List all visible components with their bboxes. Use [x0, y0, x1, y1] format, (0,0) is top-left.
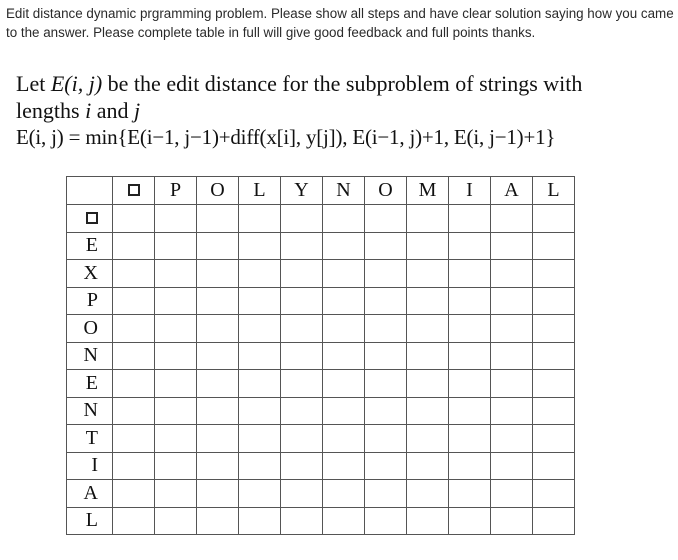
- table-cell[interactable]: [323, 205, 365, 233]
- empty-string-icon: [86, 212, 98, 224]
- column-header: M: [407, 177, 449, 205]
- table-cell[interactable]: [197, 232, 239, 260]
- table-cell[interactable]: [281, 370, 323, 398]
- table-cell[interactable]: [365, 480, 407, 508]
- table-cell[interactable]: [407, 205, 449, 233]
- table-cell[interactable]: [323, 507, 365, 535]
- table-cell[interactable]: [365, 260, 407, 288]
- table-cell[interactable]: [533, 370, 575, 398]
- and-word: and: [96, 98, 129, 123]
- table-cell[interactable]: [365, 315, 407, 343]
- table-cell[interactable]: [533, 452, 575, 480]
- edit-distance-symbol: E: [50, 71, 65, 96]
- table-cell[interactable]: [239, 507, 281, 535]
- table-cell[interactable]: [365, 287, 407, 315]
- table-cell[interactable]: [491, 397, 533, 425]
- table-cell[interactable]: [491, 205, 533, 233]
- table-cell[interactable]: [113, 315, 155, 343]
- table-cell[interactable]: [239, 260, 281, 288]
- table-cell[interactable]: [407, 232, 449, 260]
- table-header-row: [67, 177, 575, 205]
- table-cell[interactable]: [281, 480, 323, 508]
- empty-string-icon: [128, 184, 140, 196]
- recurrence-definition: [16, 70, 676, 151]
- table-cell[interactable]: [449, 480, 491, 508]
- table-cell[interactable]: [155, 397, 197, 425]
- table-cell[interactable]: [533, 480, 575, 508]
- table-cell[interactable]: [491, 425, 533, 453]
- table-cell[interactable]: [365, 232, 407, 260]
- definition-line-2: [16, 97, 676, 124]
- table-cell[interactable]: [113, 480, 155, 508]
- table-cell[interactable]: [239, 232, 281, 260]
- table-row: [67, 287, 575, 315]
- row-header: E: [67, 370, 113, 398]
- table-cell[interactable]: [491, 260, 533, 288]
- table-cell[interactable]: [449, 260, 491, 288]
- table-cell[interactable]: [155, 342, 197, 370]
- table-cell[interactable]: [407, 287, 449, 315]
- table-cell[interactable]: [491, 232, 533, 260]
- table-cell[interactable]: [113, 370, 155, 398]
- table-row: [67, 452, 575, 480]
- table-cell[interactable]: [239, 370, 281, 398]
- edit-distance-args: (i, j): [64, 71, 103, 96]
- table-cell[interactable]: [323, 260, 365, 288]
- table-cell[interactable]: [239, 397, 281, 425]
- table-cell[interactable]: [407, 342, 449, 370]
- table-cell[interactable]: [197, 260, 239, 288]
- definition-line-1: [16, 70, 676, 97]
- table-cell[interactable]: [155, 480, 197, 508]
- column-header: [113, 177, 155, 205]
- row-header: O: [67, 315, 113, 343]
- table-cell[interactable]: [365, 397, 407, 425]
- table-cell[interactable]: [533, 425, 575, 453]
- table-cell[interactable]: [113, 232, 155, 260]
- table-cell[interactable]: [155, 205, 197, 233]
- table-cell[interactable]: [365, 507, 407, 535]
- table-cell[interactable]: [407, 425, 449, 453]
- table-cell[interactable]: [407, 260, 449, 288]
- table-cell[interactable]: [491, 342, 533, 370]
- table-cell[interactable]: [491, 287, 533, 315]
- table-cell[interactable]: [533, 342, 575, 370]
- table-cell[interactable]: [281, 260, 323, 288]
- table-row: [67, 507, 575, 535]
- table-cell[interactable]: [281, 287, 323, 315]
- table-cell[interactable]: [407, 452, 449, 480]
- table-cell[interactable]: [449, 507, 491, 535]
- row-header: E: [67, 232, 113, 260]
- table-cell[interactable]: [407, 315, 449, 343]
- table-cell[interactable]: [113, 260, 155, 288]
- table-cell[interactable]: [113, 452, 155, 480]
- table-row: [67, 232, 575, 260]
- table-cell[interactable]: [197, 425, 239, 453]
- table-cell[interactable]: [239, 452, 281, 480]
- table-cell[interactable]: [281, 452, 323, 480]
- table-cell[interactable]: [239, 342, 281, 370]
- column-header: Y: [281, 177, 323, 205]
- question-text: Edit distance dynamic prgramming problem. Please show all steps and have clear solution saying how you came to the answer. Please complete table in full will give good feedback and full points thanks.: [6, 6, 674, 40]
- row-header: P: [67, 287, 113, 315]
- table-cell[interactable]: [155, 425, 197, 453]
- row-header: I: [67, 452, 113, 480]
- table-cell[interactable]: [365, 370, 407, 398]
- table-cell[interactable]: [407, 370, 449, 398]
- table-cell[interactable]: [155, 287, 197, 315]
- table-cell[interactable]: [491, 315, 533, 343]
- table-cell[interactable]: [533, 232, 575, 260]
- table-row: [67, 370, 575, 398]
- table-cell[interactable]: [533, 507, 575, 535]
- column-header: P: [155, 177, 197, 205]
- table-cell[interactable]: [323, 232, 365, 260]
- table-cell[interactable]: [449, 342, 491, 370]
- table-cell[interactable]: [491, 507, 533, 535]
- column-header: N: [323, 177, 365, 205]
- definition-text: be the edit distance for the subproblem of strings with: [107, 71, 583, 96]
- table-cell[interactable]: [197, 452, 239, 480]
- table-row: [67, 342, 575, 370]
- table-cell[interactable]: [323, 315, 365, 343]
- table-cell[interactable]: [533, 315, 575, 343]
- table-cell[interactable]: [113, 342, 155, 370]
- table-cell[interactable]: [365, 425, 407, 453]
- edit-distance-table: [66, 176, 575, 535]
- table-row: [67, 397, 575, 425]
- table-cell[interactable]: [323, 370, 365, 398]
- table-cell[interactable]: [323, 425, 365, 453]
- table-cell[interactable]: [407, 507, 449, 535]
- column-header: L: [239, 177, 281, 205]
- table-cell[interactable]: [323, 480, 365, 508]
- table-row: [67, 425, 575, 453]
- table-cell[interactable]: [449, 425, 491, 453]
- table-cell[interactable]: [533, 397, 575, 425]
- table-cell[interactable]: [113, 205, 155, 233]
- row-header: [67, 205, 113, 233]
- table-cell[interactable]: [449, 452, 491, 480]
- table-cell[interactable]: [533, 287, 575, 315]
- table-cell[interactable]: [533, 260, 575, 288]
- table-cell[interactable]: [113, 507, 155, 535]
- var-j: j: [133, 98, 141, 123]
- table-cell[interactable]: [239, 315, 281, 343]
- column-header: O: [197, 177, 239, 205]
- row-header: T: [67, 425, 113, 453]
- table-cell[interactable]: [281, 507, 323, 535]
- table-cell[interactable]: [281, 205, 323, 233]
- table-cell[interactable]: [449, 287, 491, 315]
- table-cell[interactable]: [323, 452, 365, 480]
- recurrence-formula: E(i, j) = min{E(i−1, j−1)+diff(x[i], y[j]), E(i−1, j)+1, E(i, j−1)+1}: [16, 125, 556, 149]
- let-word: Let: [16, 71, 46, 96]
- table-cell[interactable]: [365, 205, 407, 233]
- table-cell[interactable]: [449, 397, 491, 425]
- table-cell[interactable]: [155, 452, 197, 480]
- table-cell[interactable]: [197, 397, 239, 425]
- table-cell[interactable]: [239, 287, 281, 315]
- table-cell[interactable]: [323, 397, 365, 425]
- table-cell[interactable]: [407, 397, 449, 425]
- table-cell[interactable]: [365, 452, 407, 480]
- table-cell[interactable]: [155, 370, 197, 398]
- table-cell[interactable]: [197, 342, 239, 370]
- table-cell[interactable]: [449, 232, 491, 260]
- table-cell[interactable]: [239, 205, 281, 233]
- table-cell[interactable]: [449, 205, 491, 233]
- table-cell[interactable]: [197, 315, 239, 343]
- column-header: L: [533, 177, 575, 205]
- table-row: [67, 315, 575, 343]
- lengths-word: lengths: [16, 98, 80, 123]
- column-header: I: [449, 177, 491, 205]
- table-corner: [67, 177, 113, 205]
- table-cell[interactable]: [155, 507, 197, 535]
- table-row: [67, 260, 575, 288]
- table-cell[interactable]: [281, 397, 323, 425]
- table-cell[interactable]: [365, 342, 407, 370]
- table-cell[interactable]: [155, 315, 197, 343]
- table-cell[interactable]: [197, 287, 239, 315]
- table-cell[interactable]: [533, 205, 575, 233]
- table-cell[interactable]: [113, 425, 155, 453]
- column-header: O: [365, 177, 407, 205]
- table-cell[interactable]: [155, 260, 197, 288]
- row-header: L: [67, 507, 113, 535]
- table-cell[interactable]: [281, 315, 323, 343]
- table-cell[interactable]: [407, 480, 449, 508]
- table-cell[interactable]: [449, 370, 491, 398]
- row-header: X: [67, 260, 113, 288]
- table-cell[interactable]: [239, 425, 281, 453]
- table-cell[interactable]: [491, 452, 533, 480]
- table-cell[interactable]: [491, 370, 533, 398]
- table-cell[interactable]: [197, 370, 239, 398]
- row-header: A: [67, 480, 113, 508]
- table-row: [67, 480, 575, 508]
- table-cell[interactable]: [491, 480, 533, 508]
- table-cell[interactable]: [113, 287, 155, 315]
- table-cell[interactable]: [323, 342, 365, 370]
- table-cell[interactable]: [323, 287, 365, 315]
- table-cell[interactable]: [449, 315, 491, 343]
- table-cell[interactable]: [281, 425, 323, 453]
- var-i: i: [85, 98, 92, 123]
- table-cell[interactable]: [239, 480, 281, 508]
- table-cell[interactable]: [197, 480, 239, 508]
- table-cell[interactable]: [155, 232, 197, 260]
- table-cell[interactable]: [197, 507, 239, 535]
- table-row: [67, 205, 575, 233]
- table-cell[interactable]: [197, 205, 239, 233]
- column-header: A: [491, 177, 533, 205]
- table-cell[interactable]: [281, 232, 323, 260]
- table-cell[interactable]: [113, 397, 155, 425]
- row-header: N: [67, 397, 113, 425]
- row-header: N: [67, 342, 113, 370]
- table-cell[interactable]: [281, 342, 323, 370]
